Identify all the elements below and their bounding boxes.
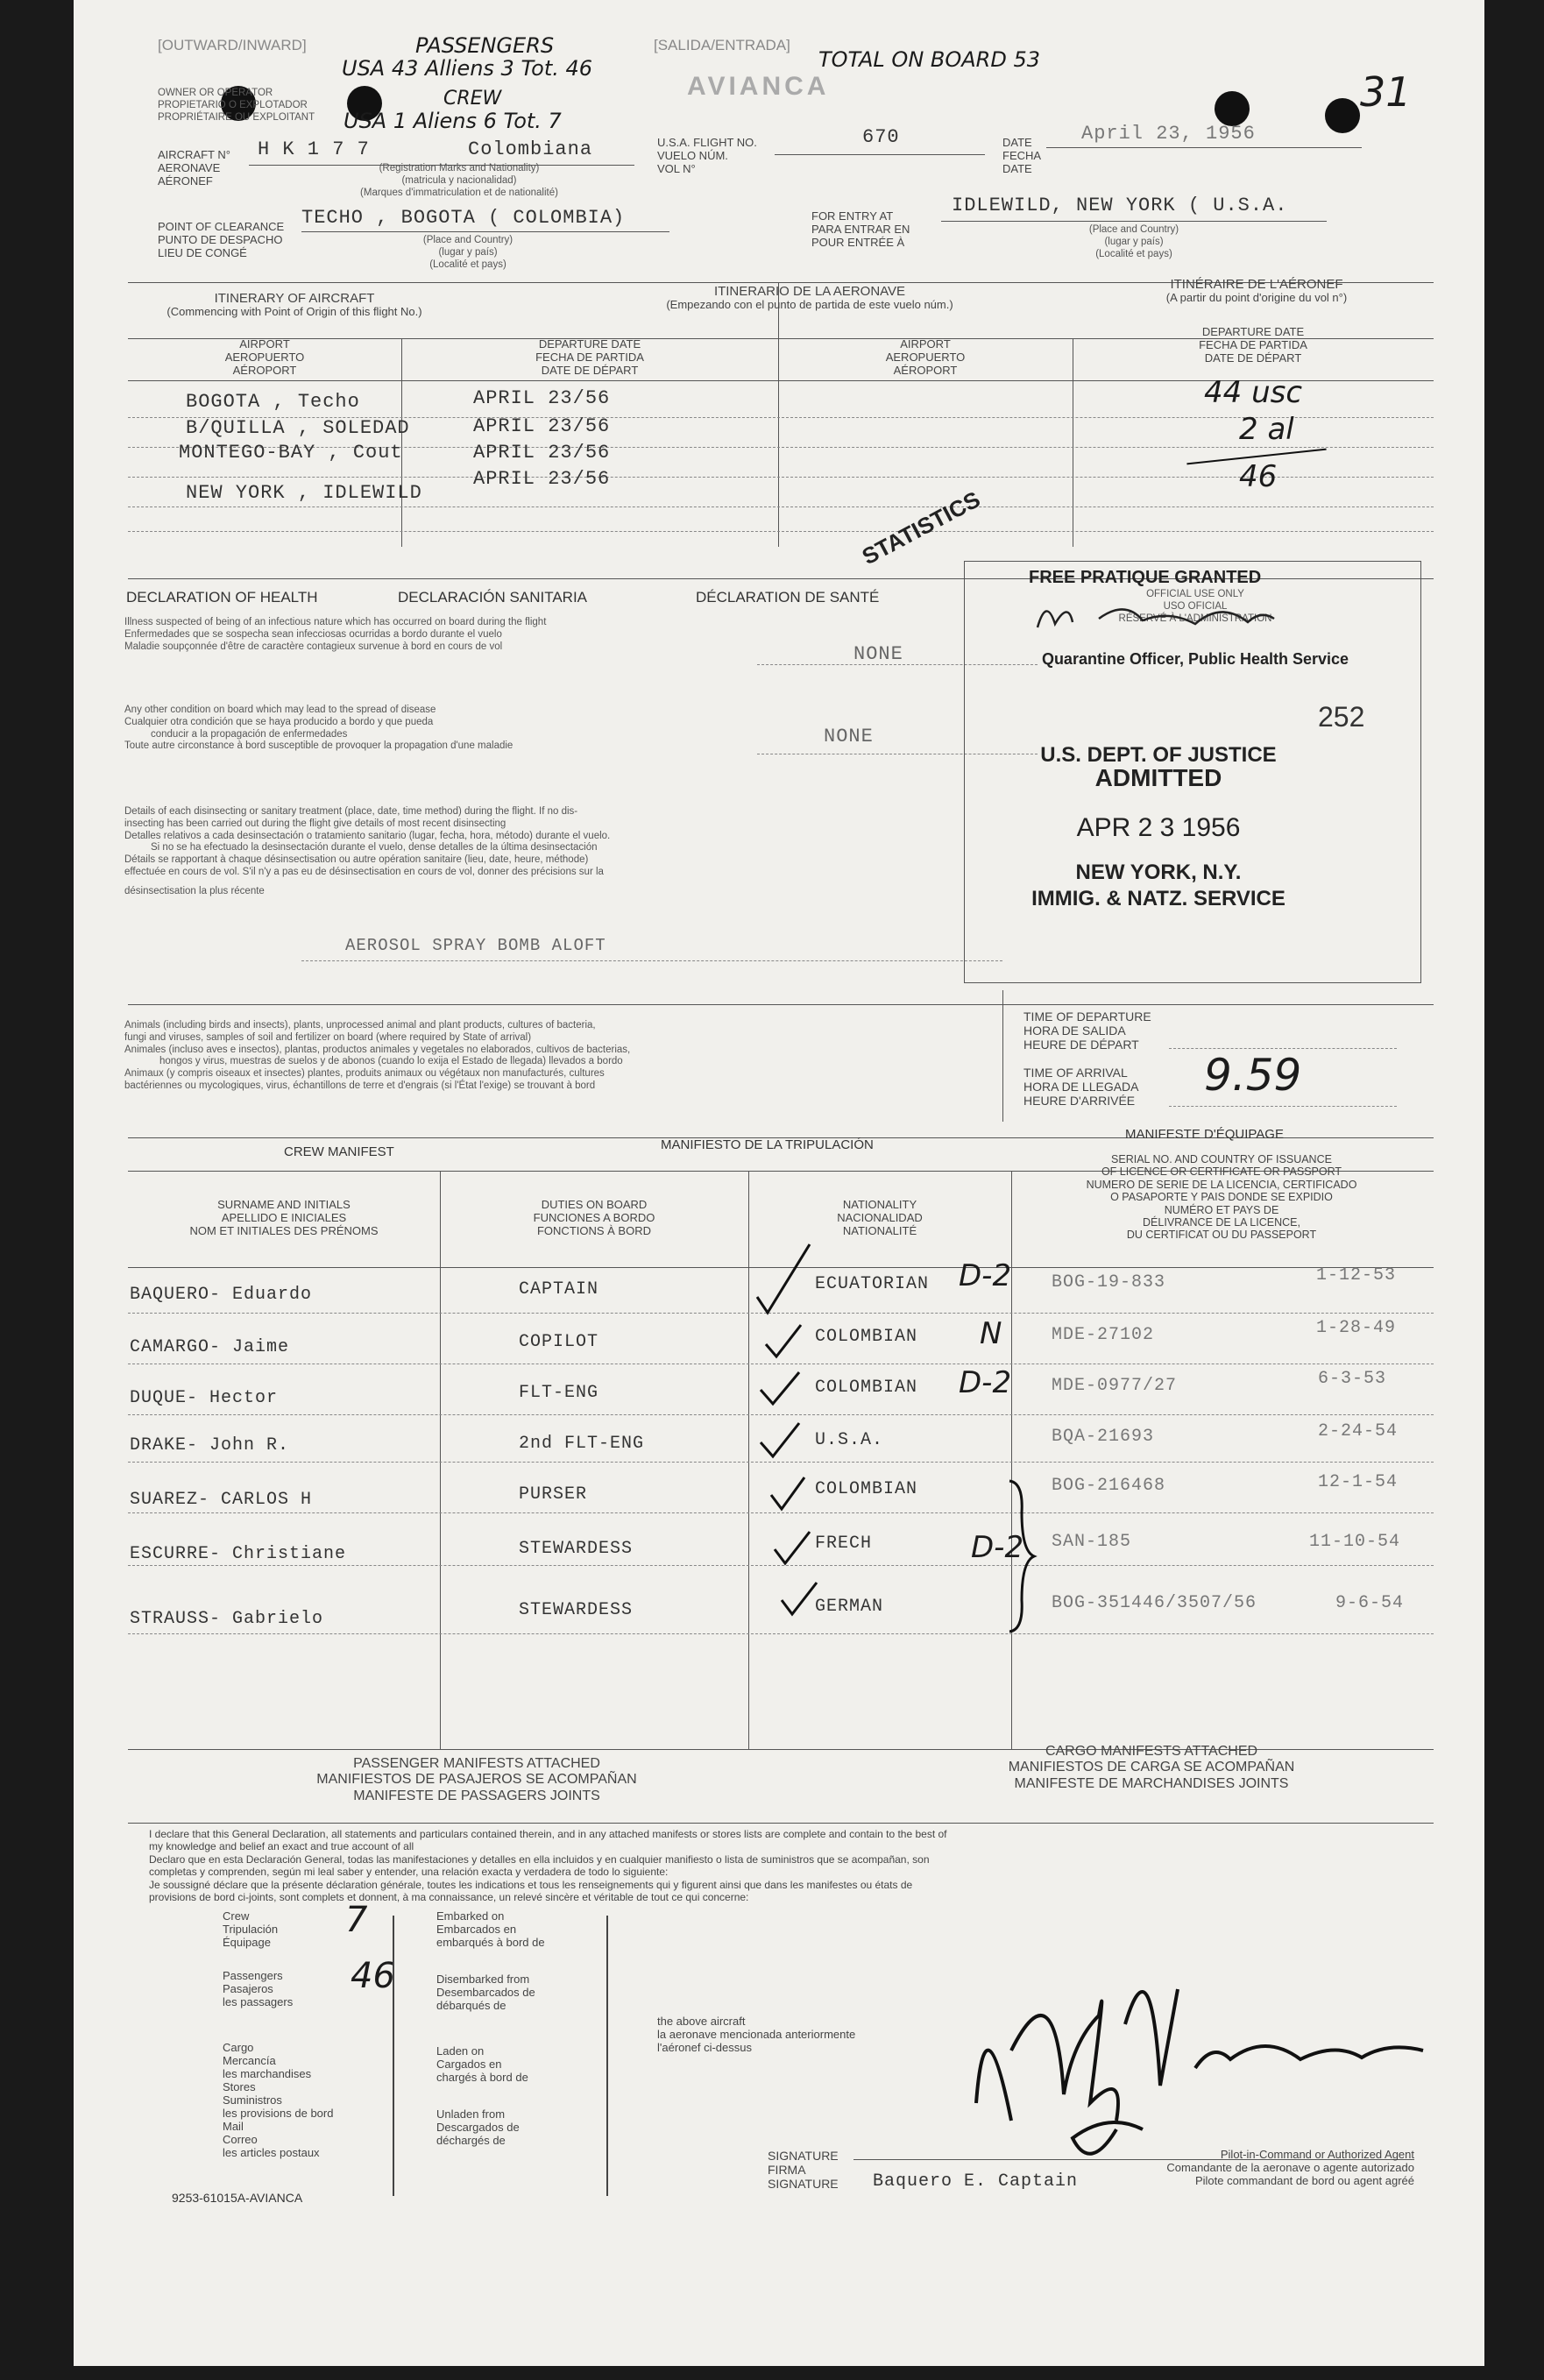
crew-nationality: U.S.A. <box>815 1430 884 1450</box>
flight-number: 670 <box>862 126 900 148</box>
crew-mark: D-2 <box>971 1530 1024 1565</box>
itinerary-date: APRIL 23/56 <box>473 387 611 409</box>
crew-nationality: COLOMBIAN <box>815 1479 918 1499</box>
punch-hole <box>1325 98 1360 133</box>
crew-title-es: MANIFIESTO DE LA TRIPULACIÓN <box>661 1137 874 1152</box>
col-licence: SERIAL NO. AND COUNTRY OF ISSUANCE OF LICENCE OR CERTIFICATE OR PASSPORT NUMERO DE SERIE DE LA LICENCIA, CERTIFICADO O PASAPORTE Y PAIS DONDE SE EXPIDIO NUMÉRO ET PAYS DE DÉLIVRANCE DE LA LICENCE, DU CERTIFICAT OU DU PASSEPORT <box>1086 1153 1357 1242</box>
crew-licence: BQA-21693 <box>1052 1427 1155 1447</box>
col-departure-2: DEPARTURE DATE FECHA DE PARTIDA DATE DE DÉPART <box>1199 325 1307 365</box>
passenger-manifests-attached: PASSENGER MANIFESTS ATTACHED MANIFIESTOS DE PASAJEROS SE ACOMPAÑAN MANIFESTE DE PASSAGERS JOINTS <box>316 1756 637 1803</box>
itinerary-date: APRIL 23/56 <box>473 468 611 490</box>
itinerary-airport: MONTEGO-BAY , Cout <box>179 442 403 464</box>
owner-labels: OWNER OR OPERATOR PROPIETARIO O EXPLOTADOR PROPRIÉTAIRE OU EXPLOITANT <box>158 88 315 123</box>
admitted-stamp: ADMITTED <box>1094 764 1222 791</box>
passengers-count: USA 43 Alliens 3 Tot. 46 <box>342 56 593 81</box>
admitted-stamp-dept: U.S. DEPT. OF JUSTICE <box>1040 743 1277 767</box>
crew-duty: PURSER <box>519 1484 588 1505</box>
tally-total: 46 <box>1239 459 1278 494</box>
official-use-labels: OFFICIAL USE ONLY USO OFICIAL RÉSERVÉ À L'ADMINISTRATION <box>1118 589 1272 624</box>
brace-icon <box>1004 1477 1039 1635</box>
quarantine-signature-icon <box>1020 592 1283 645</box>
crew-licence: SAN-185 <box>1052 1532 1132 1552</box>
crew-nationality: ECUATORIAN <box>815 1274 930 1294</box>
crew-duty: CAPTAIN <box>519 1279 599 1300</box>
signatory-role-labels: Pilot-in-Command or Authorized Agent Comandante de la aeronave o agente autorizado Pilote commandant de bord ou agent agréé <box>1166 2148 1414 2187</box>
cargo-summary-labels: Cargo Mercancía les marchandises Stores Suministros les provisions de bord Mail Correo les articles postaux <box>223 2041 334 2159</box>
crew-duty: FLT-ENG <box>519 1383 599 1403</box>
itinerary-date: APRIL 23/56 <box>473 442 611 464</box>
quarantine-officer-label: Quarantine Officer, Public Health Service <box>1041 650 1349 668</box>
clearance-place-labels: (Place and Country) (lugar y país) (Localité et pays) <box>422 235 513 270</box>
form-number: 9253-61015A-AVIANCA <box>172 2191 303 2205</box>
laden-labels: Laden on Cargados en chargés à bord de <box>436 2044 528 2084</box>
crew-mark: N <box>980 1316 1002 1351</box>
departure-time-labels: TIME OF DEPARTURE HORA DE SALIDA HEURE DE DÉPART <box>1023 1009 1151 1052</box>
other-condition-question: Any other condition on board which may lead to the spread of disease Cualquier otra condición que se haya producido a bordo y que pueda conducir a la propagación de enfermedades Toute autre circonstance à bord susceptible de provoquer la propagation d'une maladie <box>124 705 513 752</box>
animals-declaration: Animals (including birds and insects), plants, unprocessed animal and plant products, cultures of bacteria, fungi and viruses, samples of soil and fertilizer on board (where required by State of arrival) Animales (incluso aves e insectos), plantas, productos animales y vegetales no elaborados, cultivos de bacterias, hongos y virus, muestras de suelos y de abonos (cuando lo exija el Estado de llegada) llevados a bordo Animaux (y compris oiseaux et insectes) plantes, produits animaux ou végétaux non manufacturés, cultures bactériennes ou mycologiques, virus, échantillons de terre et d'engrais (si l'État l'exige) se trouvant à bord <box>124 1020 631 1091</box>
crew-licence-date: 1-28-49 <box>1316 1318 1397 1338</box>
outward-inward-label: [OUTWARD/INWARD] <box>158 37 307 53</box>
crew-duty: 2nd FLT-ENG <box>519 1434 645 1454</box>
crew-licence: MDE-0977/27 <box>1052 1376 1178 1396</box>
crew-mark: D-2 <box>959 1365 1012 1400</box>
crew-name: STRAUSS- Gabrielo <box>130 1609 324 1629</box>
entry-place-labels: (Place and Country) (lugar y país) (Localité et pays) <box>1088 224 1179 259</box>
embarked-labels: Embarked on Embarcados en embarqués à bord de <box>436 1909 545 1949</box>
illness-answer: NONE <box>853 643 903 665</box>
signatory-name: Baquero E. Captain <box>873 2171 1079 2192</box>
crew-mark: D-2 <box>959 1258 1012 1293</box>
unladen-labels: Unladen from Descargados de déchargés de <box>436 2107 520 2147</box>
disinsecting-question: Details of each disinsecting or sanitary treatment (place, date, time method) during the flight. If no dis- insecting has been carried out during the flight give details of most recent disinsecting Detalles relativos a cada desinsectación o tratamiento sanitario (lugar, fecha, hora, método) durante el vuelo. Si no se ha efectuado la desinsectación durante el vuelo, dense detalles de la última desinsectación Détails se rapportant à chaque désinsectisation ou autre opération sanitaire (lieu, date, heure, méthode) effectuée en cours de vol. S'il n'y a pas eu de désinsectisation en cours de vol, donner des précisions sur la désinsectisation la plus récente <box>124 806 611 896</box>
airline-name: AVIANCA <box>687 72 830 101</box>
itinerary-airport: NEW YORK , IDLEWILD <box>186 482 422 504</box>
crew-name: SUAREZ- CARLOS H <box>130 1490 313 1510</box>
aircraft-reference-labels: the above aircraft la aeronave mencionada anteriormente l'aéronef ci-dessus <box>657 2015 856 2054</box>
crew-nationality: COLOMBIAN <box>815 1378 918 1398</box>
crew-licence: BOG-19-833 <box>1052 1272 1166 1293</box>
crew-licence-date: 2-24-54 <box>1318 1421 1399 1441</box>
crew-licence-date: 9-6-54 <box>1335 1593 1405 1613</box>
free-pratique-stamp: FREE PRATIQUE GRANTED <box>1029 568 1262 587</box>
passengers-total: 46 <box>351 1956 395 1996</box>
other-condition-answer: NONE <box>824 726 874 747</box>
aircraft-number: H K 1 7 7 <box>258 138 370 160</box>
cargo-manifests-attached: CARGO MANIFESTS ATTACHED MANIFIESTOS DE CARGA SE ACOMPAÑAN MANIFESTE DE MARCHANDISES JOINTS <box>1008 1744 1295 1791</box>
col-departure-1: DEPARTURE DATE FECHA DE PARTIDA DATE DE DÉPART <box>535 337 644 377</box>
signature-labels: SIGNATURE FIRMA SIGNATURE <box>768 2149 839 2192</box>
admitted-date: APR 2 3 1956 <box>1076 813 1241 842</box>
general-declaration-form <box>74 0 1484 2366</box>
col-nationality: NATIONALITY NACIONALIDAD NATIONALITÉ <box>837 1198 923 1237</box>
crew-licence: MDE-27102 <box>1052 1325 1155 1345</box>
page-number: 31 <box>1360 68 1412 116</box>
punch-hole <box>1215 91 1250 126</box>
crew-licence-date: 6-3-53 <box>1318 1369 1387 1389</box>
entry-labels: FOR ENTRY AT PARA ENTRAR EN POUR ENTRÉE À <box>811 209 910 249</box>
crew-name: BAQUERO- Eduardo <box>130 1285 313 1305</box>
crew-total: 7 <box>345 1900 368 1940</box>
passengers-label: PASSENGERS <box>415 33 555 58</box>
arrival-time: 9.59 <box>1204 1050 1302 1101</box>
tally-usc: 44 usc <box>1204 375 1303 410</box>
flight-date: April 23, 1956 <box>1081 123 1256 145</box>
crew-title-en: CREW MANIFEST <box>284 1144 394 1159</box>
crew-licence: BOG-351446/3507/56 <box>1052 1593 1257 1613</box>
stamp-number: 252 <box>1318 701 1365 733</box>
crew-summary-labels: Crew Tripulación Équipage <box>223 1909 279 1949</box>
health-title-en: DECLARATION OF HEALTH <box>126 589 318 606</box>
admitted-city: NEW YORK, N.Y. <box>1075 861 1242 884</box>
itinerary-title-en: ITINERARY OF AIRCRAFT (Commencing with Point of Origin of this flight No.) <box>166 291 422 319</box>
crew-licence-date: 1-12-53 <box>1316 1265 1397 1286</box>
disembarked-labels: Disembarked from Desembarcados de débarqués de <box>436 1973 535 2012</box>
col-airport-2: AIRPORT AEROPUERTO AÉROPORT <box>885 337 966 377</box>
crew-label: CREW <box>443 88 502 110</box>
crew-name: ESCURRE- Christiane <box>130 1544 347 1564</box>
crew-name: DUQUE- Hector <box>130 1388 279 1408</box>
crew-duty: COPILOT <box>519 1332 599 1352</box>
entry-point: IDLEWILD, NEW YORK ( U.S.A. <box>952 195 1288 216</box>
point-of-clearance: TECHO , BOGOTA ( COLOMBIA) <box>301 207 626 229</box>
arrival-time-labels: TIME OF ARRIVAL HORA DE LLEGADA HEURE D'ARRIVÉE <box>1023 1066 1139 1109</box>
col-airport-1: AIRPORT AEROPUERTO AÉROPORT <box>224 337 305 377</box>
health-title-es: DECLARACIÓN SANITARIA <box>398 589 588 606</box>
salida-entrada-label: [SALIDA/ENTRADA] <box>654 37 790 53</box>
crew-licence-date: 12-1-54 <box>1318 1472 1399 1492</box>
illness-question: Illness suspected of being of an infectious nature which has occurred on board during the flight Enfermedades que se sospecha sean infecciosas ocurridas a bordo durante el vuelo Maladie soupçonnée d'être de caractère contagieux survenue à bord en cours de vol <box>124 617 547 652</box>
crew-name: DRAKE- John R. <box>130 1435 290 1456</box>
statistics-stamp: STATISTICS <box>857 485 985 570</box>
itinerary-airport: B/QUILLA , SOLEDAD <box>186 417 410 439</box>
col-surname: SURNAME AND INITIALS APELLIDO E INICIALES NOM ET INITIALES DES PRÉNOMS <box>189 1198 379 1237</box>
itinerary-title-fr: ITINÉRAIRE DE L'AÉRONEF (A partir du point d'origine du vol n°) <box>1165 277 1348 305</box>
col-duties: DUTIES ON BOARD FUNCIONES A BORDO FONCTIONS À BORD <box>533 1198 655 1237</box>
itinerary-title-es: ITINERARIO DE LA AERONAVE (Empezando con el punto de partida de este vuelo núm.) <box>666 284 953 312</box>
crew-nationality: GERMAN <box>815 1597 884 1617</box>
aircraft-labels: AIRCRAFT N° AERONAVE AÉRONEF <box>158 148 230 188</box>
crew-duty: STEWARDESS <box>519 1539 634 1559</box>
crew-duty: STEWARDESS <box>519 1600 634 1620</box>
itinerary-date: APRIL 23/56 <box>473 415 611 437</box>
declaration-text: I declare that this General Declaration, all statements and particulars contained therein, and in any attached manifests or stores lists are complete and contain to the best of my knowledge and belief an exact and true account of all Declaro que en esta Declaración General, todas las manifestaciones y detalles en ella incluidos y en cualquier manifiesto o lista de suministros que se acompañan, son completas y comprenden, según mi leal saber y entender, una relación exacta y verdadera de todo lo siguiente: Je soussigné déclare que la présente déclaration générale, toutes les indications et tous les renseignements qui y figurent ainsi que dans les manifestes ou états de provisions de bord ci-joints, sont complets et donnent, à ma connaissance, un relevé sincère et véritable de tout ce qui concerne: <box>149 1828 947 1903</box>
admitted-service: IMMIG. & NATZ. SERVICE <box>1031 887 1285 910</box>
disinsecting-answer: AEROSOL SPRAY BOMB ALOFT <box>345 936 606 955</box>
crew-title-fr: MANIFESTE D'ÉQUIPAGE <box>1125 1127 1284 1142</box>
date-labels: DATE FECHA DATE <box>1002 136 1042 175</box>
passengers-summary-labels: Passengers Pasajeros les passagers <box>223 1969 294 2008</box>
aircraft-nationality: Colombiana <box>468 138 593 160</box>
crew-nationality: FRECH <box>815 1534 873 1554</box>
health-title-fr: DÉCLARATION DE SANTÉ <box>696 589 880 606</box>
clearance-labels: POINT OF CLEARANCE PUNTO DE DESPACHO LIEU DE CONGÉ <box>158 220 285 259</box>
crew-licence: BOG-216468 <box>1052 1476 1166 1496</box>
checkmark-icon <box>669 1201 918 1630</box>
crew-nationality: COLOMBIAN <box>815 1327 918 1347</box>
flight-labels: U.S.A. FLIGHT NO. VUELO NÚM. VOL N° <box>657 136 757 175</box>
crew-name: CAMARGO- Jaime <box>130 1337 290 1357</box>
itinerary-airport: BOGOTA , Techo <box>186 391 360 413</box>
crew-count: USA 1 Aliens 6 Tot. 7 <box>344 109 562 133</box>
crew-licence-date: 11-10-54 <box>1309 1532 1401 1552</box>
tally-aliens: 2 al <box>1239 412 1294 447</box>
registration-labels: (Registration Marks and Nationality) (matricula y nacionalidad) (Marques d'immatriculation et de nationalité) <box>360 163 558 198</box>
total-on-board: TOTAL ON BOARD 53 <box>818 47 1040 72</box>
